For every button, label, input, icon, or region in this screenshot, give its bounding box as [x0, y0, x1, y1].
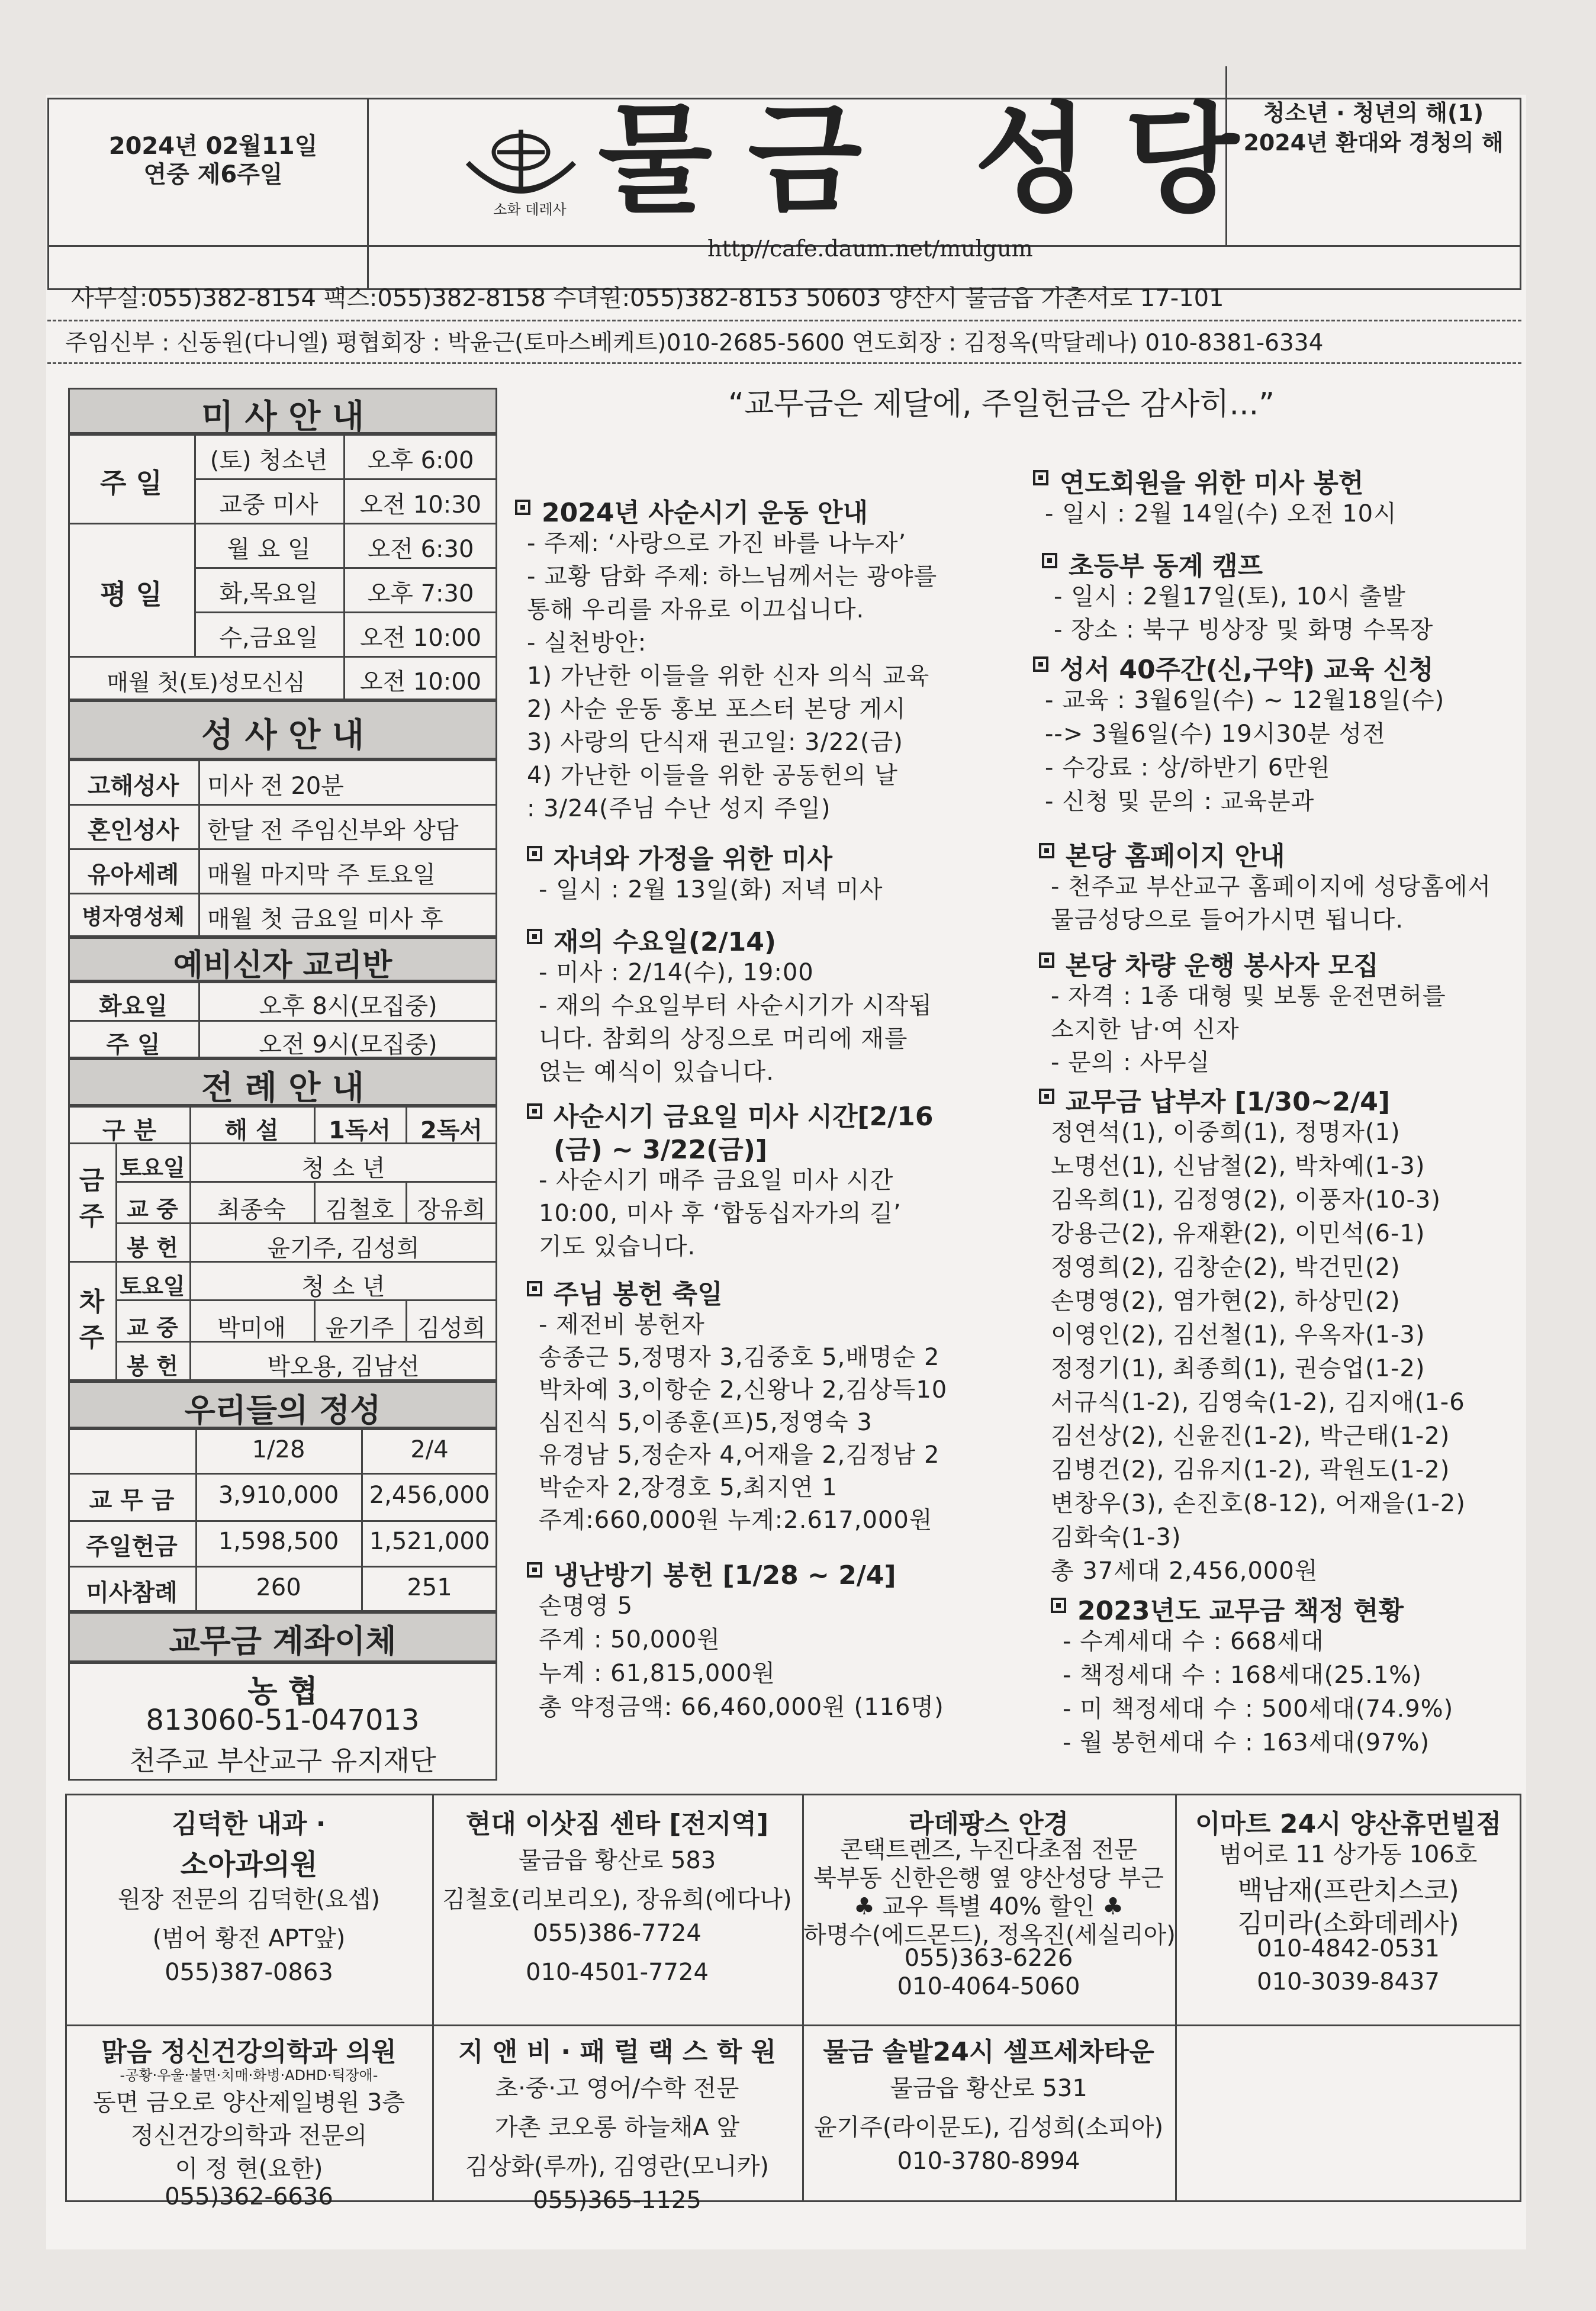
ad-line: 윤기주(라이문도), 김성희(소피아)	[813, 2114, 1164, 2141]
mass-time: 오후 6:00	[367, 447, 474, 474]
hvac-offering-line: 누계 : 61,815,000원	[539, 1660, 776, 1687]
mass-time: 오전 6:30	[367, 536, 474, 563]
ash-wednesday-line: 니다. 참회의 상징으로 머리에 재를	[539, 1025, 908, 1052]
lent-line: 1) 가난한 이들을 위한 신자 의식 교육	[527, 662, 930, 690]
ad-line: 하명수(에드몬드), 정옥진(세실리아)	[803, 1921, 1176, 1949]
mass-time: 오전 10:30	[359, 491, 482, 519]
sacrament-desc: 미사 전 20분	[207, 773, 344, 800]
family-mass-title: 자녀와 가정을 위한 미사	[554, 844, 832, 874]
vehicle-volunteer-line: - 문의 : 사무실	[1051, 1049, 1211, 1076]
section-bullet-icon	[1039, 952, 1054, 968]
tithe-donors-line: 이영인(2), 김선철(1), 우옥자(1-3)	[1051, 1321, 1426, 1348]
lent-line: 3) 사랑의 단식재 권고일: 3/22(금)	[527, 729, 903, 756]
ad-line: 김덕한 내과 ·	[172, 1809, 326, 1839]
ad-line: 055)386-7724	[533, 1920, 702, 1947]
staff-contacts: 주임신부 : 신동원(다니엘) 평협회장 : 박윤근(토마스베케트)010-2685-5600 연도회장 : 김정옥(막달레나) 010-8381-6334	[65, 330, 1324, 356]
catechumen-time: 오후 8시(모집중)	[259, 993, 437, 1020]
tithe-status-line: - 책정세대 수 : 168세대(25.1%)	[1063, 1662, 1422, 1689]
catechumen-time: 오전 9시(모집중)	[259, 1031, 437, 1058]
bible-course-line: --> 3월6일(수) 19시30분 성전	[1045, 720, 1386, 748]
lent-line: - 교황 담화 주제: 하느님께서는 광야를	[527, 563, 938, 590]
liturgical-week: 연중 제6주일	[143, 161, 283, 188]
tithe-donors-line: 변창우(3), 손진호(8-12), 어재을(1-2)	[1051, 1490, 1466, 1517]
ad-line: 가촌 코오롱 하늘채A 앞	[494, 2114, 740, 2141]
issue-date: 2024년 02월11일	[108, 133, 318, 160]
offering-label: 주일헌금	[86, 1533, 178, 1560]
tithe-donors-line: 정연석(1), 이중희(1), 정명자(1)	[1051, 1119, 1401, 1146]
logo-caption: 소화 데레사	[493, 201, 567, 218]
ash-wednesday-title: 재의 수요일(2/14)	[554, 927, 776, 957]
tithe-donors-line: 김옥희(1), 김정영(2), 이풍자(10-3)	[1051, 1186, 1441, 1214]
mass-time: 오후 7:30	[367, 580, 474, 607]
ad-line: 맑음 정신건강의학과 의원	[101, 2037, 397, 2067]
ad-line: 김상화(루까), 김영란(모니카)	[465, 2153, 769, 2180]
liturgy-row-label: 봉 헌	[127, 1235, 178, 1261]
presentation-feast-line: 송종근 5,정명자 3,김중호 5,배명순 2	[539, 1344, 940, 1371]
section-bullet-icon	[1039, 843, 1054, 858]
mass-time: 오전 10:00	[359, 625, 482, 652]
hvac-offering-title: 냉난방기 봉헌 [1/28 ~ 2/4]	[554, 1560, 896, 1591]
liturgy-next-week: 차주	[79, 1287, 105, 1353]
lent-friday-line: - 사순시기 매주 금요일 미사 시간	[539, 1167, 894, 1194]
ad-line: 소아과의원	[180, 1848, 318, 1881]
vehicle-volunteer-title: 본당 차량 운행 봉사자 모집	[1066, 951, 1379, 981]
ad-line: 010-4842-0531	[1257, 1935, 1440, 1962]
lent-friday-title: (금) ~ 3/22(금)]	[554, 1135, 767, 1165]
tithe-donors-line: 노명선(1), 신남철(2), 박차예(1-3)	[1051, 1153, 1426, 1180]
mass-day: 수,금요일	[219, 625, 318, 652]
lent-line: - 실천방안:	[527, 629, 647, 656]
ad-line: 이 정 현(요한)	[175, 2155, 323, 2183]
liturgy-col-header: 해 설	[224, 1117, 279, 1144]
ad-line: 초·중·고 영어/수학 전문	[495, 2075, 739, 2102]
sacrament-name: 고해성사	[87, 773, 179, 800]
liturgy-row-label: 봉 헌	[127, 1353, 178, 1379]
ad-line: 정신건강의학과 전문의	[130, 2122, 368, 2149]
lent-line: : 3/24(주님 수난 성지 주일)	[527, 795, 831, 822]
ad-line: 055)387-0863	[165, 1959, 333, 1986]
ad-line: 055)365-1125	[533, 2187, 702, 2214]
family-mass-line: - 일시 : 2월 13일(화) 저녁 미사	[539, 876, 883, 903]
liturgy-cell: 청 소 년	[301, 1273, 385, 1301]
ad-line: 라데팡스 안경	[908, 1809, 1069, 1839]
liturgy-col-header: 1독서	[328, 1117, 391, 1144]
ash-wednesday-line: - 미사 : 2/14(수), 19:00	[539, 959, 814, 986]
lent-line: 통해 우리를 자유로 이끄십니다.	[527, 596, 865, 623]
sacrament-desc: 매월 마지막 주 토요일	[207, 861, 436, 889]
section-bullet-icon	[527, 1103, 542, 1119]
tithe-donors-line: 강용근(2), 유재환(2), 이민석(6-1)	[1051, 1220, 1426, 1247]
tithe-status-line: - 월 봉헌세대 수 : 163세대(97%)	[1063, 1729, 1430, 1756]
catechumen-title: 예비신자 교리반	[173, 948, 392, 983]
winter-camp-title: 초등부 동계 캠프	[1069, 551, 1263, 581]
ad-line: 055)362-6636	[165, 2183, 333, 2210]
tithe-status-line: - 수계세대 수 : 668세대	[1063, 1628, 1324, 1655]
ad-line: 물금읍 황산로 531	[890, 2075, 1087, 2102]
presentation-feast-line: 박순자 2,장경호 5,최지연 1	[539, 1474, 838, 1501]
mass-day: 교중 미사	[219, 491, 318, 519]
presentation-feast-line: - 제전비 봉헌자	[539, 1311, 705, 1338]
liturgy-cell: 박미애	[217, 1315, 286, 1342]
ad-line: 범어로 11 상가동 106호	[1219, 1841, 1478, 1868]
catechumen-day: 화요일	[99, 993, 168, 1020]
ad-line: 현대 이삿짐 센타 [전지역]	[465, 1809, 769, 1839]
year-theme-1: 청소년 · 청년의 해(1)	[1263, 100, 1484, 126]
parish-url[interactable]: http//cafe.daum.net/mulgum	[707, 236, 1033, 262]
quote-banner: “교무금은 제달에, 주일헌금은 감사히...”	[728, 387, 1275, 422]
liturgy-cell: 윤기주	[325, 1315, 394, 1342]
tithe-status-line: - 미 책정세대 수 : 500세대(74.9%)	[1063, 1695, 1454, 1723]
ad-line: 010-3039-8437	[1257, 1968, 1440, 1995]
ad-line: -공황·우울·불면·치매·화병·ADHD·틱장애-	[120, 2067, 378, 2084]
vehicle-volunteer-line: 소지한 남·여 신자	[1051, 1016, 1240, 1043]
tithe-donors-line: 정정기(1), 최종희(1), 권승업(1-2)	[1051, 1355, 1426, 1382]
mass-sunday-label: 주 일	[100, 467, 162, 499]
lent-friday-line: 10:00, 미사 후 ‘합동십자가의 길’	[539, 1200, 902, 1227]
section-bullet-icon	[527, 1562, 542, 1578]
mass-weekday-label: 평 일	[100, 578, 162, 610]
hvac-offering-line: 주계 : 50,000원	[539, 1626, 720, 1653]
ash-wednesday-line: - 재의 수요일부터 사순시기가 시작됩	[539, 992, 932, 1019]
ad-line: 원장 전문의 김덕한(요셉)	[117, 1886, 381, 1913]
homepage-line: - 천주교 부산교구 홈페이지에 성당홈에서	[1051, 873, 1492, 900]
tithe-donors-line: 정영희(2), 김창순(2), 박건민(2)	[1051, 1254, 1401, 1281]
offerings-title: 우리들의 정성	[184, 1392, 381, 1429]
tithe-status-title: 2023년도 교무금 책정 현황	[1077, 1596, 1404, 1626]
tithe-donors-line: 총 37세대 2,456,000원	[1051, 1557, 1318, 1585]
tithe-donors-line: 김병건(2), 김유지(1-2), 곽원도(1-2)	[1051, 1456, 1450, 1483]
offering-value-2: 1,521,000	[369, 1528, 490, 1555]
ad-line: 물금읍 황산로 583	[518, 1847, 716, 1874]
parish-title: 물금 성당	[598, 90, 1275, 229]
tithe-donors-line: 김화숙(1-3)	[1051, 1524, 1182, 1551]
presentation-feast-line: 주계:660,000원 누계:2.617,000원	[539, 1507, 933, 1534]
ad-line: 백남재(프란치스코)	[1237, 1875, 1459, 1906]
ad-line: (범어 황전 APT앞)	[152, 1925, 346, 1952]
sacrament-name: 병자영성체	[82, 905, 185, 929]
lent-friday-title: 사순시기 금요일 미사 시간[2/16	[554, 1102, 934, 1132]
liturgy-cell: 박오용, 김남선	[267, 1353, 420, 1380]
liturgy-this-week: 금주	[79, 1166, 105, 1231]
presentation-feast-title: 주님 봉헌 축일	[554, 1279, 723, 1309]
offering-value-1: 3,910,000	[218, 1482, 339, 1509]
presentation-feast-line: 유경남 5,정순자 4,어재을 2,김정남 2	[539, 1441, 940, 1469]
liturgy-col-header: 2독서	[420, 1117, 483, 1144]
liturgy-cell: 최종숙	[217, 1196, 286, 1224]
account-number: 813060-51-047013	[146, 1704, 420, 1737]
ad-line: 이마트 24시 양산휴먼빌점	[1195, 1809, 1501, 1839]
tithe-donors-title: 교무금 납부자 [1/30~2/4]	[1066, 1087, 1390, 1117]
ad-line: 물금 솔밭24시 셀프세차타운	[823, 2037, 1154, 2067]
tithe-donors-line: 서규식(1-2), 김영숙(1-2), 김지애(1-6	[1051, 1389, 1465, 1416]
mass-day: 화,목요일	[219, 580, 318, 607]
offering-value-1: 260	[256, 1574, 301, 1601]
sacrament-name: 혼인성사	[87, 817, 179, 844]
homepage-title: 본당 홈페이지 안내	[1066, 841, 1285, 871]
sacrament-name: 유아세례	[87, 861, 179, 889]
sacrament-title: 성 사 안 내	[201, 716, 364, 755]
bible-course-line: - 교육 : 3월6일(수) ~ 12월18일(수)	[1045, 687, 1445, 714]
winter-camp-line: - 일시 : 2월17일(토), 10시 출발	[1054, 583, 1406, 610]
lent-title: 2024년 사순시기 운동 안내	[542, 498, 868, 528]
liturgy-cell: 청 소 년	[301, 1155, 385, 1182]
ad-line: 055)363-6226	[904, 1945, 1073, 1972]
ad-line: 010-3780-8994	[897, 2148, 1080, 2175]
offering-value-2: 2,456,000	[369, 1482, 490, 1509]
section-bullet-icon	[527, 929, 542, 944]
lent-friday-line: 기도 있습니다.	[539, 1233, 696, 1260]
catechumen-day: 주 일	[106, 1031, 160, 1058]
year-theme-2: 2024년 환대와 경청의 해	[1243, 130, 1504, 156]
section-bullet-icon	[527, 1281, 542, 1296]
hvac-offering-line: 손명영 5	[539, 1592, 633, 1620]
lent-line: 2) 사순 운동 홍보 포스터 본당 게시	[527, 696, 906, 723]
liturgy-title: 전 례 안 내	[201, 1069, 364, 1108]
ad-line: 동면 금오로 양산제일병원 3층	[92, 2089, 406, 2116]
liturgy-cell: 김철호	[325, 1196, 394, 1224]
offerings-date-2: 2/4	[410, 1436, 449, 1463]
tithe-donors-line: 김선상(2), 신윤진(1-2), 박근태(1-2)	[1051, 1422, 1450, 1450]
mass-first-saturday-time: 오전 10:00	[359, 668, 482, 696]
ad-line: 010-4064-5060	[897, 1973, 1080, 2000]
mass-first-saturday: 매월 첫(토)성모신심	[107, 670, 305, 696]
mass-guide-title: 미 사 안 내	[201, 398, 364, 436]
bible-course-line: - 신청 및 문의 : 교육분과	[1045, 788, 1315, 815]
ad-line: 지 앤 비 · 패 럴 랙 스 학 원	[458, 2037, 777, 2067]
liturgy-row-label: 토요일	[120, 1155, 185, 1181]
liturgy-cell: 김성희	[417, 1315, 486, 1342]
offering-label: 미사참례	[86, 1579, 178, 1607]
yeondo-mass-title: 연도회원을 위한 미사 봉헌	[1060, 468, 1364, 498]
section-bullet-icon	[527, 846, 542, 861]
sacrament-desc: 한달 전 주임신부와 상담	[207, 817, 459, 844]
homepage-line: 물금성당으로 들어가시면 됩니다.	[1051, 906, 1404, 934]
presentation-feast-line: 박차예 3,이항순 2,신왕나 2,김상득10	[539, 1376, 948, 1404]
sacrament-desc: 매월 첫 금요일 미사 후	[207, 906, 443, 933]
offering-value-1: 1,598,500	[218, 1528, 339, 1555]
ash-wednesday-line: 얹는 예식이 있습니다.	[539, 1058, 774, 1086]
mass-day: 월 요 일	[227, 536, 311, 563]
bible-course-title: 성서 40주간(신,구약) 교육 신청	[1060, 655, 1434, 685]
offering-label: 교 무 금	[89, 1487, 175, 1514]
office-contacts: 사무실:055)382-8154 팩스:055)382-8158 수녀원:055)382-8153 50603 양산시 물금읍 가촌서로 17-101	[71, 285, 1224, 312]
account-bank: 농 협	[247, 1674, 318, 1710]
liturgy-col-header: 구 분	[102, 1117, 157, 1144]
ad-line: 김철호(리보리오), 장유희(에다나)	[442, 1886, 792, 1913]
bible-course-line: - 수강료 : 상/하반기 6만원	[1045, 754, 1331, 781]
section-bullet-icon	[1051, 1598, 1066, 1613]
lent-line: 4) 가난한 이들을 위한 공동헌의 날	[527, 762, 898, 789]
section-bullet-icon	[515, 500, 530, 515]
liturgy-row-label: 교 중	[127, 1315, 178, 1341]
account-title: 교무금 계좌이체	[169, 1623, 397, 1660]
yeondo-mass-line: - 일시 : 2월 14일(수) 오전 10시	[1045, 500, 1397, 527]
section-bullet-icon	[1042, 553, 1057, 568]
ad-line: 김미라(소화데레사)	[1237, 1908, 1459, 1939]
section-bullet-icon	[1033, 470, 1048, 485]
mass-day: (토) 청소년	[210, 447, 328, 474]
vehicle-volunteer-line: - 자격 : 1종 대형 및 보통 운전면허를	[1051, 983, 1446, 1010]
tithe-donors-line: 손명영(2), 염가현(2), 하상민(2)	[1051, 1288, 1401, 1315]
liturgy-cell: 윤기주, 김성희	[267, 1235, 420, 1262]
lent-line: - 주제: ‘사랑으로 가진 바를 나누자’	[527, 530, 907, 557]
winter-camp-line: - 장소 : 북구 빙상장 및 화명 수목장	[1054, 616, 1434, 643]
section-bullet-icon	[1039, 1089, 1054, 1104]
ad-line: ♣ 교우 특별 40% 할인 ♣	[853, 1893, 1124, 1920]
hvac-offering-line: 총 약정금액: 66,460,000원 (116명)	[539, 1694, 944, 1721]
ad-line: 북부동 신한은행 옆 양산성당 부근	[813, 1865, 1164, 1892]
presentation-feast-line: 심진식 5,이종훈(프)5,정영숙 3	[539, 1409, 873, 1436]
offering-value-2: 251	[407, 1574, 452, 1601]
liturgy-cell: 장유희	[417, 1196, 486, 1224]
liturgy-row-label: 교 중	[127, 1196, 178, 1222]
offerings-date-1: 1/28	[252, 1436, 305, 1463]
account-holder: 천주교 부산교구 유지재단	[129, 1744, 436, 1776]
ad-line: 콘택트렌즈, 누진다초점 전문	[840, 1836, 1137, 1863]
section-bullet-icon	[1033, 656, 1048, 672]
ad-line: 010-4501-7724	[526, 1959, 709, 1986]
liturgy-row-label: 토요일	[120, 1273, 185, 1299]
